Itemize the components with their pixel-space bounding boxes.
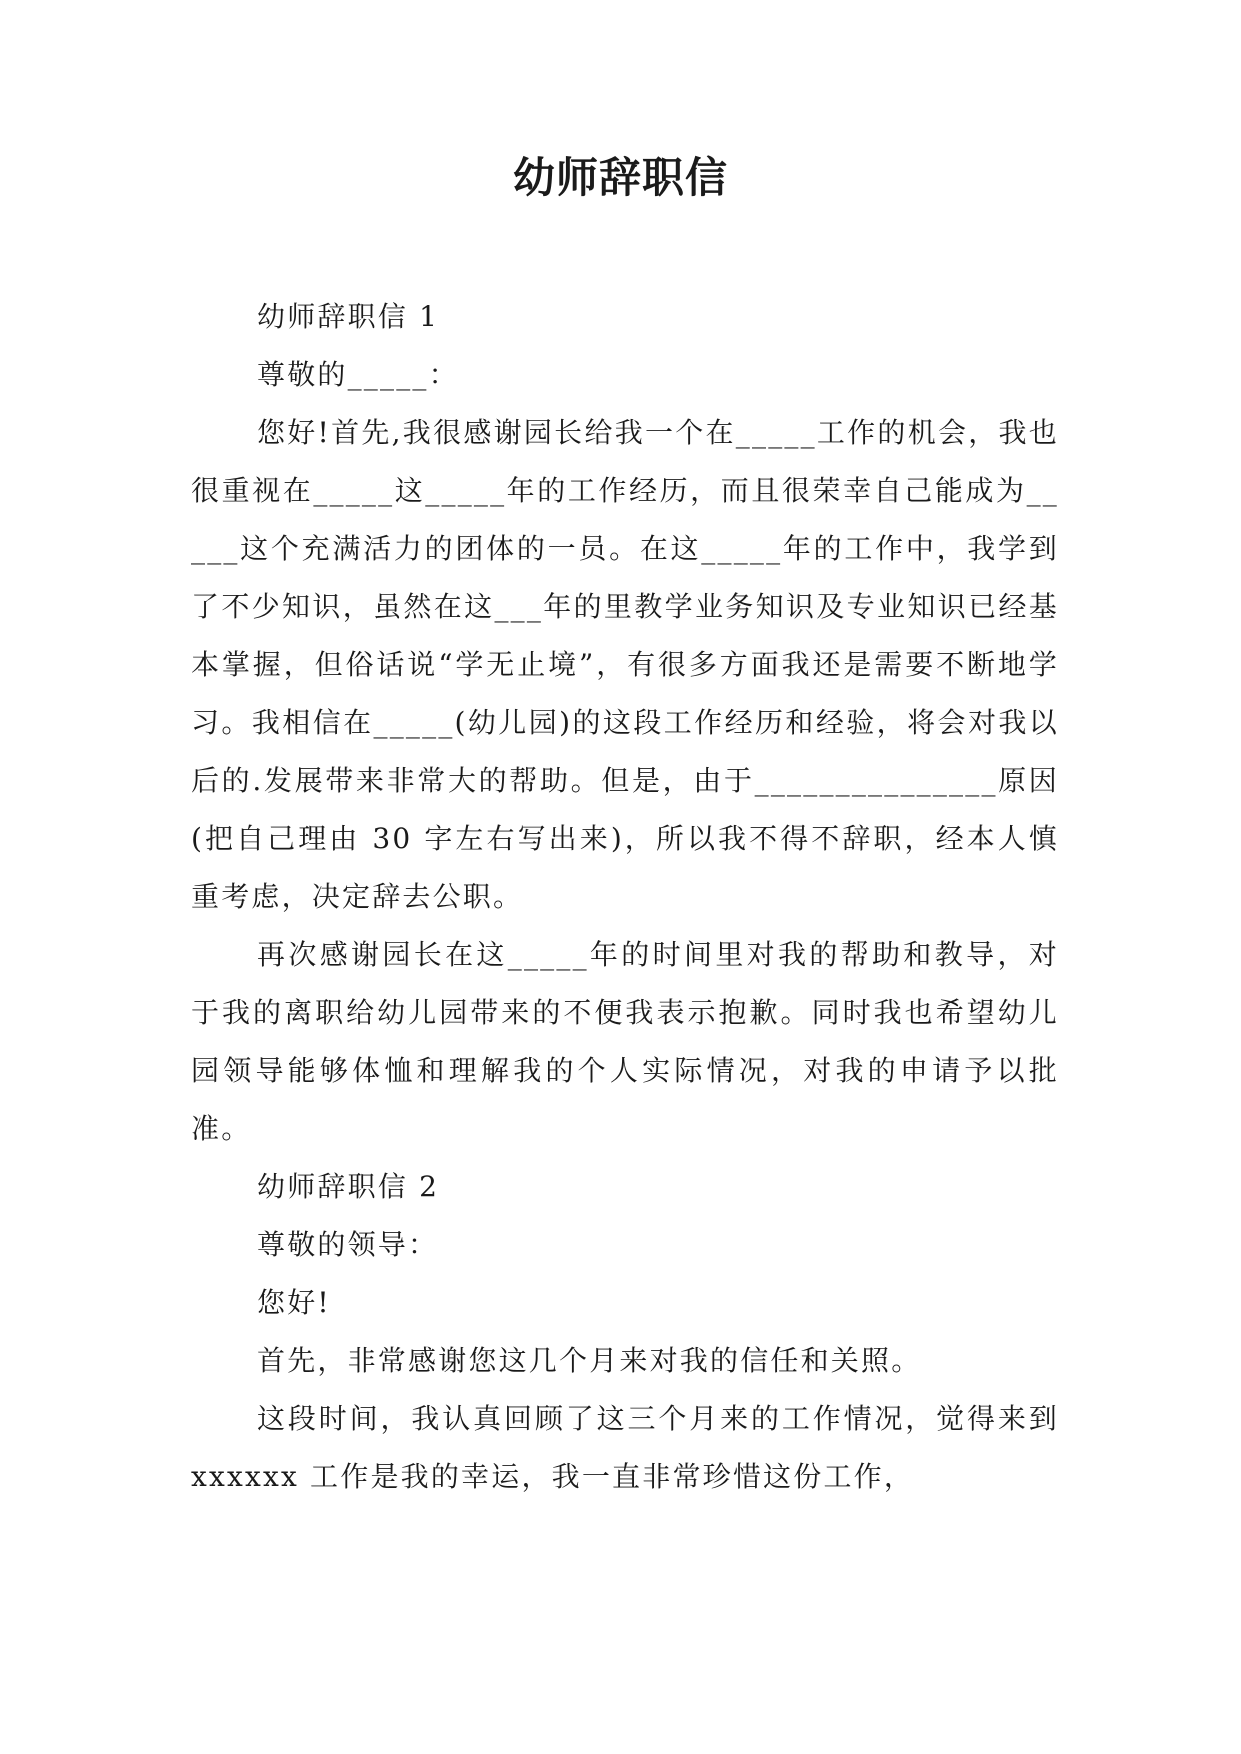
letter-2-salutation: 尊敬的领导： [257,1228,439,1261]
letter-2-thanks-paragraph: 首先，非常感谢您这几个月来对我的信任和关照。 [257,1344,922,1377]
document-body [191,288,1059,1506]
letter-1-salutation: 尊敬的_____： [257,358,459,391]
letter-2-body-paragraph: 这段时间，我认真回顾了这三个月来的工作情况，觉得来到 xxxxxx 工作是我的幸运，我一直非常珍惜这份工作， [191,1402,1059,1493]
letter-2-heading: 幼师辞职信 2 [257,1170,440,1203]
letter-2-greeting: 您好! [257,1286,331,1319]
letter-1-body-paragraph: 您好!首先,我很感谢园长给我一个在_____工作的机会，我也很重视在_____这_____年的工作经历，而且很荣幸自己能成为_____这个充满活力的团体的一员。在这_____年的工作中，我学到了不少知识，虽然在这___年的里教学业务知识及专业知识已经基本掌握，但俗话说“学无止境”，有很多方面我还是需要不断地学习。我相信在_____(幼儿园)的这段工作经历和经验，将会对我以后的.发展带来非常大的帮助。但是，由于_______________原因(把自己理由 30 字左右写出来)，所以我不得不辞职，经本人慎重考虑，决定辞去公职。 [191,416,1059,913]
document-title: 幼师辞职信 [512,153,728,202]
letter-1-closing-paragraph: 再次感谢园长在这_____年的时间里对我的帮助和教导，对于我的离职给幼儿园带来的不便我表示抱歉。同时我也希望幼儿园领导能够体恤和理解我的个人实际情况，对我的申请予以批准。 [191,938,1059,1145]
letter-1-heading: 幼师辞职信 1 [257,300,440,333]
